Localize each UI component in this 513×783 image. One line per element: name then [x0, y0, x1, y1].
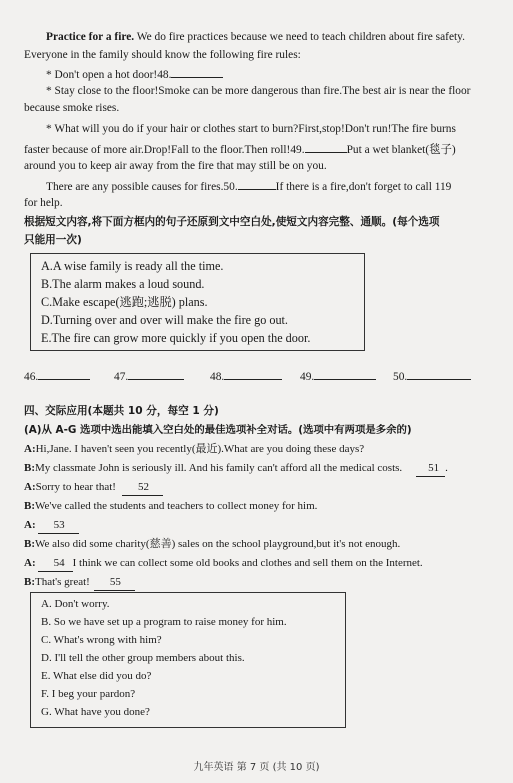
answer-49-blank[interactable]: [314, 368, 376, 380]
speaker-a: A:: [24, 481, 36, 493]
option-2-b: B. So we have set up a program to raise money for him.: [41, 616, 287, 628]
answer-46-blank[interactable]: [38, 368, 90, 380]
dialogue-line-4: [24, 499, 504, 514]
option-2-d: D. I'll tell the other group members about this.: [41, 652, 245, 664]
answer-48-num: 48.: [210, 371, 225, 383]
answer-50-num: 50.: [393, 371, 408, 383]
rule-2-line-1: * Stay close to the floor!Smoke can be more dangerous than fire.The best air is near the floor: [46, 85, 471, 97]
rule-3-text-a: faster because of more air.Drop!Fall to the floor.Then roll!49.: [24, 144, 305, 156]
passage-intro: We do fire practices because we need to teach children about fire safety.: [136, 31, 465, 43]
speaker-b: B:: [24, 500, 35, 512]
blank-49[interactable]: [305, 141, 347, 153]
passage-title: Practice for a fire.: [46, 31, 135, 43]
answer-47: [114, 368, 184, 383]
option-2-a: A. Don't worry.: [41, 598, 110, 610]
blank-55-num: 55: [109, 576, 121, 588]
answer-50-blank[interactable]: [407, 368, 471, 380]
option-1-c: C.Make escape(逃跑;逃脱) plans.: [41, 295, 208, 309]
dialogue-line-7: [24, 556, 504, 572]
dialogue-text: We also did some charity(慈善) sales on the school playground,but it's not enough.: [35, 538, 401, 550]
dialogue-line-2: B:My classmate John is seriously ill. And his family can't afford all the medical costs. 51 .: [24, 461, 504, 477]
section-4-instruction: (A)从 A-G 选项中选出能填入空白处的最佳选项补全对话。(选项中有两项是多余的): [24, 424, 412, 436]
dialogue-text: We've called the students and teachers to collect money for him.: [35, 500, 318, 512]
answer-50: [393, 368, 471, 383]
option-2-f: F. I beg your pardon?: [41, 688, 136, 700]
blank-51-num: 51: [428, 462, 440, 474]
speaker-a: A:: [24, 519, 36, 531]
options-box-1: [30, 253, 365, 351]
option-1-a: A.A wise family is ready all the time.: [41, 259, 224, 273]
instruction-1-line-1: 根据短文内容,将下面方框内的句子还原到文中空白处,使短文内容完整、通顺。(每个选项: [24, 216, 440, 228]
rule-3-text-b: Put a wet blanket(毯子): [346, 144, 456, 156]
passage-last-text-b: If there is a fire,don't forget to call 119: [275, 181, 452, 193]
passage-line-1: [46, 30, 513, 45]
passage-last-line-2: for help.: [24, 197, 63, 209]
dialogue-line-6: [24, 537, 504, 552]
blank-53-num: 53: [53, 519, 65, 531]
answer-48: [210, 368, 282, 383]
speaker-b: B:: [24, 462, 35, 474]
rule-3-line-1: * What will you do if your hair or clothes start to burn?First,stop!Don't run!The fire burns: [46, 123, 456, 135]
rule-1-text: * Don't open a hot door!48.: [46, 69, 172, 81]
speaker-b: B:: [24, 576, 35, 588]
speaker-a: A:: [24, 557, 36, 569]
dialogue-line-8: [24, 575, 504, 591]
answer-48-blank[interactable]: [224, 368, 282, 380]
dialogue-line-3: [24, 480, 504, 496]
speaker-a: A:: [24, 443, 36, 455]
speaker-b: B:: [24, 538, 35, 550]
dialogue-line-5: [24, 518, 504, 534]
blank-52[interactable]: [122, 480, 163, 496]
answer-47-blank[interactable]: [128, 368, 184, 380]
dialogue-line-1: [24, 442, 504, 457]
passage-last-text-a: There are any possible causes for fires.50.: [46, 181, 238, 193]
blank-54-num: 54: [53, 557, 65, 569]
passage-last-line-1: [46, 178, 513, 195]
answer-47-num: 47.: [114, 371, 129, 383]
answer-row-46-50: [24, 368, 504, 384]
blank-48[interactable]: [171, 66, 223, 78]
page-footer: 九年英语 第 7 页 (共 10 页): [193, 762, 320, 773]
answer-46-num: 46.: [24, 371, 39, 383]
options-box-2: [30, 592, 346, 728]
dialogue-text: Hi,Jane. I haven't seen you recently(最近).What are you doing these days?: [35, 443, 365, 455]
option-2-c: C. What's wrong with him?: [41, 634, 162, 646]
blank-50[interactable]: [238, 178, 276, 190]
passage-line-2: Everyone in the family should know the following fire rules:: [24, 49, 301, 61]
blank-51[interactable]: [416, 461, 445, 477]
blank-52-num: 52: [137, 481, 149, 493]
rule-3-line-3: around you to keep air away from the fire that may still be on you.: [24, 160, 327, 172]
instruction-1-line-2: 只能用一次): [24, 234, 82, 246]
option-1-b: B.The alarm makes a loud sound.: [41, 277, 205, 291]
blank-53[interactable]: [38, 518, 79, 534]
rule-3-line-2: [24, 141, 504, 158]
dialogue-text: I think we can collect some old books and clothes and sell them on the Internet.: [72, 557, 423, 569]
option-1-e: E.The fire can grow more quickly if you open the door.: [41, 331, 311, 345]
rule-2-line-2: because smoke rises.: [24, 102, 120, 114]
answer-49-num: 49.: [300, 371, 315, 383]
blank-55[interactable]: [94, 575, 135, 591]
answer-49: [300, 368, 376, 383]
dialogue-text: Sorry to hear that!: [35, 481, 116, 493]
rule-1: [46, 66, 513, 83]
option-1-d: D.Turning over and over will make the fire go out.: [41, 313, 288, 327]
option-2-g: G. What have you done?: [41, 706, 150, 718]
option-2-e: E. What else did you do?: [41, 670, 152, 682]
dialogue-text: That's great!: [35, 576, 90, 588]
dialogue-text: My classmate John is seriously ill. And his family can't afford all the medical costs.: [35, 462, 403, 474]
section-4-heading: 四、交际应用(本题共 10 分，每空 1 分): [24, 405, 219, 417]
answer-46: [24, 368, 90, 383]
blank-54[interactable]: [38, 556, 73, 572]
